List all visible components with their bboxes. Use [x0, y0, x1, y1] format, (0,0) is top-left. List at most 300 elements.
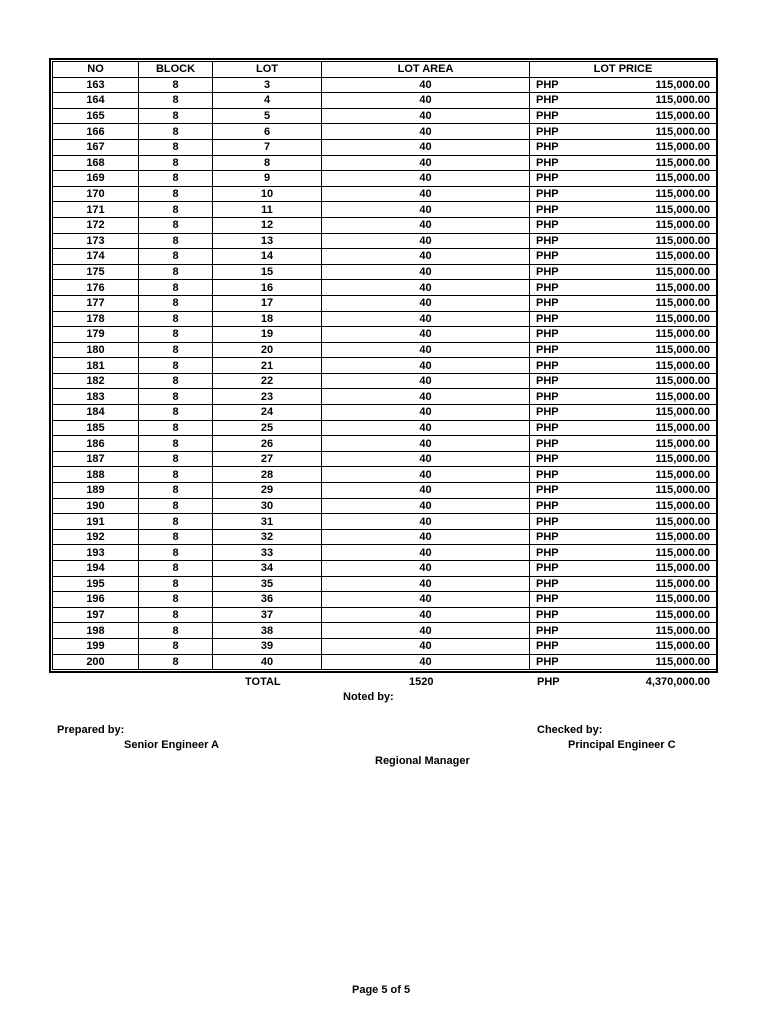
table-row — [53, 389, 717, 405]
table-row — [53, 217, 717, 233]
noted-by-label: Noted by: — [343, 691, 394, 703]
price-amount: 115,000.00 — [655, 484, 710, 497]
cell-block: 8 — [139, 405, 213, 421]
checked-by-label: Checked by: — [537, 724, 603, 736]
cell-lot: 12 — [213, 217, 322, 233]
table-row — [53, 249, 717, 265]
cell-block: 8 — [139, 77, 213, 93]
table-row — [53, 576, 717, 592]
cell-lot-price — [530, 202, 717, 218]
price-amount: 115,000.00 — [655, 593, 710, 606]
cell-no: 166 — [53, 124, 139, 140]
table-row — [53, 124, 717, 140]
cell-block: 8 — [139, 93, 213, 109]
cell-lot: 40 — [213, 654, 322, 670]
price-amount: 115,000.00 — [655, 219, 710, 232]
cell-no: 173 — [53, 233, 139, 249]
currency-label: PHP — [536, 655, 559, 668]
cell-lot-area: 40 — [322, 124, 530, 140]
cell-lot-area: 40 — [322, 93, 530, 109]
cell-no: 165 — [53, 108, 139, 124]
table-row — [53, 264, 717, 280]
price-amount: 115,000.00 — [655, 110, 710, 123]
price-amount: 115,000.00 — [655, 375, 710, 388]
cell-block: 8 — [139, 124, 213, 140]
table-row — [53, 327, 717, 343]
cell-no: 183 — [53, 389, 139, 405]
column-header-lot-price: LOT PRICE — [530, 62, 717, 78]
cell-no: 171 — [53, 202, 139, 218]
cell-lot: 29 — [213, 483, 322, 499]
cell-lot-price — [530, 514, 717, 530]
table-row — [53, 420, 717, 436]
price-amount: 115,000.00 — [655, 234, 710, 247]
currency-label: PHP — [536, 188, 559, 201]
cell-no: 170 — [53, 186, 139, 202]
price-amount: 115,000.00 — [655, 266, 710, 279]
currency-label: PHP — [536, 234, 559, 247]
price-amount: 115,000.00 — [655, 624, 710, 637]
table-row — [53, 93, 717, 109]
table-row — [53, 373, 717, 389]
cell-lot-area: 40 — [322, 249, 530, 265]
currency-label: PHP — [536, 312, 559, 325]
price-amount: 115,000.00 — [655, 94, 710, 107]
price-amount: 115,000.00 — [655, 453, 710, 466]
cell-lot: 15 — [213, 264, 322, 280]
currency-label: PHP — [536, 328, 559, 341]
cell-lot-price — [530, 124, 717, 140]
table-row — [53, 280, 717, 296]
table-row — [53, 405, 717, 421]
cell-block: 8 — [139, 576, 213, 592]
cell-block: 8 — [139, 498, 213, 514]
cell-lot: 28 — [213, 467, 322, 483]
cell-lot-price — [530, 327, 717, 343]
price-amount: 115,000.00 — [655, 188, 710, 201]
cell-lot: 13 — [213, 233, 322, 249]
table-row — [53, 202, 717, 218]
cell-lot: 7 — [213, 139, 322, 155]
cell-lot-price — [530, 405, 717, 421]
table-row — [53, 186, 717, 202]
cell-lot: 5 — [213, 108, 322, 124]
cell-lot: 3 — [213, 77, 322, 93]
cell-block: 8 — [139, 592, 213, 608]
table-row — [53, 171, 717, 187]
cell-lot-price — [530, 638, 717, 654]
price-amount: 115,000.00 — [655, 655, 710, 668]
cell-lot-area: 40 — [322, 561, 530, 577]
total-row — [49, 674, 718, 690]
price-amount: 115,000.00 — [655, 609, 710, 622]
currency-label: PHP — [536, 359, 559, 372]
column-header-lot-area: LOT AREA — [322, 62, 530, 78]
cell-lot: 30 — [213, 498, 322, 514]
cell-lot-price — [530, 264, 717, 280]
cell-lot-price — [530, 233, 717, 249]
price-amount: 115,000.00 — [655, 531, 710, 544]
table-row — [53, 77, 717, 93]
table-row — [53, 514, 717, 530]
price-amount: 115,000.00 — [655, 343, 710, 356]
cell-lot: 27 — [213, 451, 322, 467]
cell-lot-area: 40 — [322, 311, 530, 327]
cell-lot-area: 40 — [322, 373, 530, 389]
cell-no: 180 — [53, 342, 139, 358]
cell-lot: 8 — [213, 155, 322, 171]
cell-lot-area: 40 — [322, 108, 530, 124]
cell-block: 8 — [139, 295, 213, 311]
cell-block: 8 — [139, 607, 213, 623]
currency-label: PHP — [536, 499, 559, 512]
cell-no: 192 — [53, 529, 139, 545]
cell-lot: 9 — [213, 171, 322, 187]
cell-no: 198 — [53, 623, 139, 639]
prepared-by-name: Senior Engineer A — [124, 739, 219, 751]
currency-label: PHP — [536, 375, 559, 388]
table-body — [53, 77, 717, 670]
cell-lot-price — [530, 498, 717, 514]
currency-label: PHP — [536, 515, 559, 528]
currency-label: PHP — [536, 421, 559, 434]
cell-no: 185 — [53, 420, 139, 436]
cell-lot: 6 — [213, 124, 322, 140]
table-row — [53, 311, 717, 327]
table-row — [53, 155, 717, 171]
cell-block: 8 — [139, 545, 213, 561]
cell-lot-area: 40 — [322, 514, 530, 530]
currency-label: PHP — [536, 468, 559, 481]
currency-label: PHP — [536, 266, 559, 279]
table-row — [53, 139, 717, 155]
cell-no: 199 — [53, 638, 139, 654]
cell-lot-area: 40 — [322, 592, 530, 608]
total-price: 4,370,000.00 — [645, 676, 710, 688]
cell-no: 188 — [53, 467, 139, 483]
cell-lot: 31 — [213, 514, 322, 530]
cell-block: 8 — [139, 529, 213, 545]
cell-lot-area: 40 — [322, 217, 530, 233]
cell-no: 179 — [53, 327, 139, 343]
cell-lot-price — [530, 545, 717, 561]
cell-lot-price — [530, 467, 717, 483]
cell-lot-area: 40 — [322, 467, 530, 483]
cell-lot-area: 40 — [322, 358, 530, 374]
cell-lot-price — [530, 420, 717, 436]
cell-lot-area: 40 — [322, 638, 530, 654]
cell-no: 191 — [53, 514, 139, 530]
cell-lot-area: 40 — [322, 389, 530, 405]
cell-no: 186 — [53, 436, 139, 452]
cell-no: 174 — [53, 249, 139, 265]
cell-lot: 18 — [213, 311, 322, 327]
cell-block: 8 — [139, 451, 213, 467]
price-amount: 115,000.00 — [655, 78, 710, 91]
price-amount: 115,000.00 — [655, 250, 710, 263]
currency-label: PHP — [536, 577, 559, 590]
cell-lot-area: 40 — [322, 529, 530, 545]
cell-lot-price — [530, 295, 717, 311]
price-amount: 115,000.00 — [655, 406, 710, 419]
currency-label: PHP — [536, 390, 559, 403]
price-amount: 115,000.00 — [655, 515, 710, 528]
cell-block: 8 — [139, 233, 213, 249]
cell-lot-area: 40 — [322, 171, 530, 187]
currency-label: PHP — [536, 484, 559, 497]
currency-label: PHP — [536, 546, 559, 559]
table-row — [53, 498, 717, 514]
column-header-block: BLOCK — [139, 62, 213, 78]
cell-block: 8 — [139, 139, 213, 155]
cell-no: 195 — [53, 576, 139, 592]
currency-label: PHP — [536, 219, 559, 232]
total-currency: PHP — [537, 676, 560, 688]
cell-block: 8 — [139, 483, 213, 499]
cell-block: 8 — [139, 420, 213, 436]
cell-lot-area: 40 — [322, 233, 530, 249]
cell-lot-price — [530, 561, 717, 577]
cell-block: 8 — [139, 373, 213, 389]
cell-lot-price — [530, 139, 717, 155]
cell-lot-area: 40 — [322, 436, 530, 452]
cell-lot-area: 40 — [322, 342, 530, 358]
price-amount: 115,000.00 — [655, 421, 710, 434]
currency-label: PHP — [536, 110, 559, 123]
cell-block: 8 — [139, 311, 213, 327]
cell-no: 194 — [53, 561, 139, 577]
currency-label: PHP — [536, 172, 559, 185]
cell-lot: 23 — [213, 389, 322, 405]
price-amount: 115,000.00 — [655, 141, 710, 154]
cell-no: 182 — [53, 373, 139, 389]
cell-lot: 24 — [213, 405, 322, 421]
cell-no: 200 — [53, 654, 139, 670]
currency-label: PHP — [536, 78, 559, 91]
lot-table-frame — [49, 58, 718, 673]
table-row — [53, 467, 717, 483]
currency-label: PHP — [536, 94, 559, 107]
cell-block: 8 — [139, 561, 213, 577]
cell-lot-price — [530, 311, 717, 327]
cell-lot-area: 40 — [322, 155, 530, 171]
cell-lot-area: 40 — [322, 654, 530, 670]
cell-no: 163 — [53, 77, 139, 93]
cell-no: 172 — [53, 217, 139, 233]
cell-block: 8 — [139, 280, 213, 296]
cell-lot-price — [530, 280, 717, 296]
cell-no: 178 — [53, 311, 139, 327]
cell-lot-price — [530, 483, 717, 499]
currency-label: PHP — [536, 203, 559, 216]
cell-lot-area: 40 — [322, 280, 530, 296]
price-amount: 115,000.00 — [655, 390, 710, 403]
table-row — [53, 561, 717, 577]
price-amount: 115,000.00 — [655, 437, 710, 450]
cell-lot: 22 — [213, 373, 322, 389]
table-row — [53, 483, 717, 499]
cell-lot-area: 40 — [322, 77, 530, 93]
currency-label: PHP — [536, 281, 559, 294]
cell-block: 8 — [139, 342, 213, 358]
cell-no: 168 — [53, 155, 139, 171]
cell-lot: 19 — [213, 327, 322, 343]
cell-no: 197 — [53, 607, 139, 623]
currency-label: PHP — [536, 562, 559, 575]
cell-block: 8 — [139, 202, 213, 218]
cell-lot: 17 — [213, 295, 322, 311]
cell-lot: 38 — [213, 623, 322, 639]
cell-block: 8 — [139, 389, 213, 405]
cell-lot: 11 — [213, 202, 322, 218]
cell-lot-area: 40 — [322, 405, 530, 421]
cell-lot-area: 40 — [322, 545, 530, 561]
cell-lot-price — [530, 108, 717, 124]
cell-lot-area: 40 — [322, 186, 530, 202]
cell-lot-price — [530, 77, 717, 93]
cell-lot-price — [530, 171, 717, 187]
cell-lot: 33 — [213, 545, 322, 561]
cell-block: 8 — [139, 358, 213, 374]
cell-no: 177 — [53, 295, 139, 311]
currency-label: PHP — [536, 406, 559, 419]
cell-lot: 35 — [213, 576, 322, 592]
cell-lot-price — [530, 654, 717, 670]
cell-lot-price — [530, 217, 717, 233]
cell-lot-price — [530, 607, 717, 623]
cell-no: 176 — [53, 280, 139, 296]
price-amount: 115,000.00 — [655, 546, 710, 559]
cell-lot-price — [530, 529, 717, 545]
page-number: Page 5 of 5 — [352, 984, 411, 996]
cell-lot: 21 — [213, 358, 322, 374]
price-amount: 115,000.00 — [655, 359, 710, 372]
cell-lot-area: 40 — [322, 576, 530, 592]
column-header-no: NO — [53, 62, 139, 78]
cell-lot: 10 — [213, 186, 322, 202]
cell-lot-area: 40 — [322, 202, 530, 218]
table-row — [53, 358, 717, 374]
cell-lot-price — [530, 249, 717, 265]
table-row — [53, 342, 717, 358]
prepared-by-label: Prepared by: — [57, 724, 125, 736]
cell-no: 190 — [53, 498, 139, 514]
cell-no: 175 — [53, 264, 139, 280]
cell-lot-area: 40 — [322, 264, 530, 280]
cell-lot: 32 — [213, 529, 322, 545]
cell-lot-price — [530, 358, 717, 374]
price-amount: 115,000.00 — [655, 577, 710, 590]
currency-label: PHP — [536, 531, 559, 544]
price-amount: 115,000.00 — [655, 297, 710, 310]
cell-lot-price — [530, 623, 717, 639]
cell-lot-price — [530, 451, 717, 467]
table-row — [53, 295, 717, 311]
cell-lot: 37 — [213, 607, 322, 623]
price-amount: 115,000.00 — [655, 468, 710, 481]
cell-lot-area: 40 — [322, 139, 530, 155]
currency-label: PHP — [536, 437, 559, 450]
cell-block: 8 — [139, 217, 213, 233]
cell-no: 187 — [53, 451, 139, 467]
total-label: TOTAL — [245, 676, 281, 688]
table-row — [53, 592, 717, 608]
cell-block: 8 — [139, 171, 213, 187]
cell-lot-price — [530, 373, 717, 389]
cell-lot-area: 40 — [322, 295, 530, 311]
currency-label: PHP — [536, 343, 559, 356]
cell-no: 169 — [53, 171, 139, 187]
price-amount: 115,000.00 — [655, 562, 710, 575]
cell-lot-price — [530, 342, 717, 358]
table-header-row — [53, 62, 717, 78]
cell-block: 8 — [139, 514, 213, 530]
cell-lot-area: 40 — [322, 498, 530, 514]
cell-block: 8 — [139, 264, 213, 280]
cell-lot: 14 — [213, 249, 322, 265]
cell-block: 8 — [139, 249, 213, 265]
table-row — [53, 529, 717, 545]
cell-lot-area: 40 — [322, 483, 530, 499]
currency-label: PHP — [536, 125, 559, 138]
cell-block: 8 — [139, 108, 213, 124]
cell-lot-area: 40 — [322, 623, 530, 639]
price-amount: 115,000.00 — [655, 499, 710, 512]
cell-lot-area: 40 — [322, 327, 530, 343]
cell-no: 193 — [53, 545, 139, 561]
cell-no: 196 — [53, 592, 139, 608]
table-row — [53, 638, 717, 654]
cell-no: 189 — [53, 483, 139, 499]
cell-lot-price — [530, 186, 717, 202]
currency-label: PHP — [536, 141, 559, 154]
cell-block: 8 — [139, 327, 213, 343]
cell-lot: 25 — [213, 420, 322, 436]
cell-block: 8 — [139, 623, 213, 639]
price-amount: 115,000.00 — [655, 640, 710, 653]
currency-label: PHP — [536, 250, 559, 263]
price-amount: 115,000.00 — [655, 281, 710, 294]
lot-table — [52, 61, 717, 670]
cell-block: 8 — [139, 436, 213, 452]
table-row — [53, 108, 717, 124]
currency-label: PHP — [536, 624, 559, 637]
table-row — [53, 233, 717, 249]
cell-block: 8 — [139, 155, 213, 171]
table-row — [53, 654, 717, 670]
table-row — [53, 545, 717, 561]
cell-no: 164 — [53, 93, 139, 109]
cell-lot: 26 — [213, 436, 322, 452]
table-row — [53, 607, 717, 623]
cell-block: 8 — [139, 186, 213, 202]
price-amount: 115,000.00 — [655, 172, 710, 185]
cell-lot-price — [530, 93, 717, 109]
currency-label: PHP — [536, 609, 559, 622]
table-row — [53, 451, 717, 467]
currency-label: PHP — [536, 297, 559, 310]
cell-lot: 39 — [213, 638, 322, 654]
cell-no: 167 — [53, 139, 139, 155]
cell-lot-area: 40 — [322, 420, 530, 436]
currency-label: PHP — [536, 593, 559, 606]
checked-by-name: Principal Engineer C — [568, 739, 676, 751]
price-amount: 115,000.00 — [655, 312, 710, 325]
price-amount: 115,000.00 — [655, 328, 710, 341]
currency-label: PHP — [536, 156, 559, 169]
cell-block: 8 — [139, 467, 213, 483]
cell-block: 8 — [139, 638, 213, 654]
